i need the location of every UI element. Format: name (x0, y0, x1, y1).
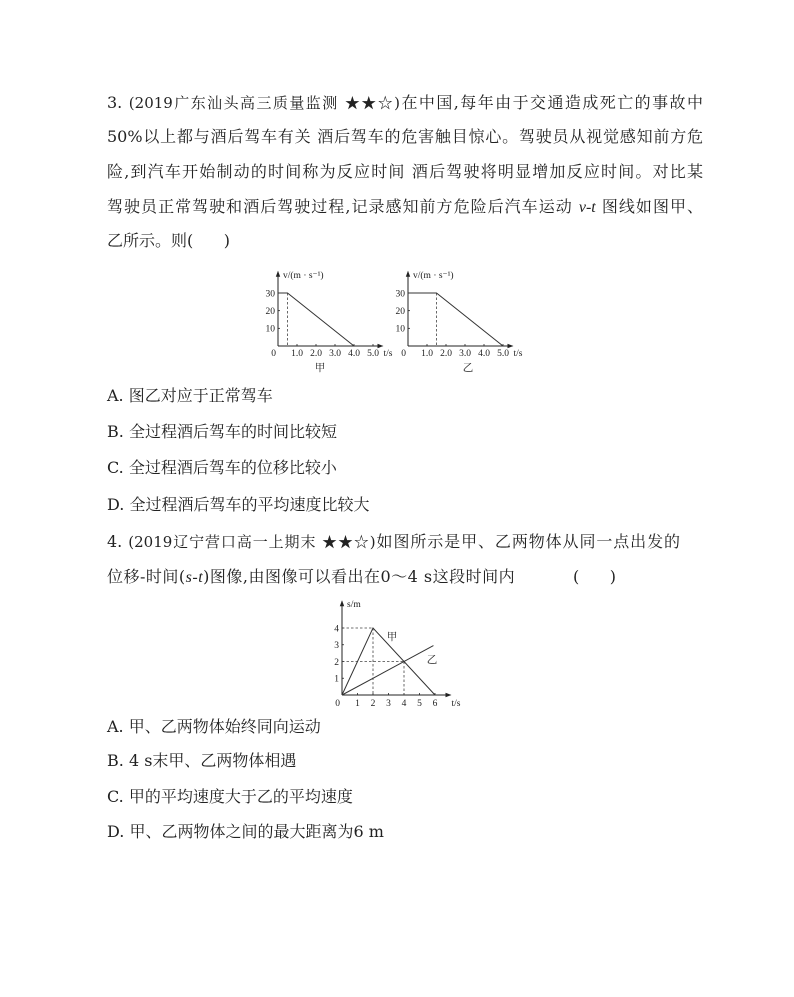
st-x-tick-label: 5 (417, 699, 422, 709)
option-text: 甲的平均速度大于乙的平均速度 (128, 787, 353, 806)
vt-yi-x-tick-label: 3.0 (459, 349, 471, 359)
vt-yi-x-tick-label: 1.0 (421, 349, 433, 359)
st-x-tick-label: 6 (432, 699, 438, 709)
question-text: 50%以上都与酒后驾车有关 酒后驾车的危害触目惊心。驾驶员从视觉感知前方危 (107, 127, 703, 146)
vt-yi-series-0-line (408, 293, 503, 346)
st-x-tick-label: 4 (401, 699, 407, 709)
variable-s-t: s-t (185, 569, 204, 586)
question-text: 在中国,每年由于交通造成死亡的事故中 (400, 93, 703, 112)
question-4-line-1 (107, 530, 680, 554)
vt-jia-x-axis-arrow (378, 344, 384, 348)
option-text: 甲、乙两物体始终同向运动 (128, 717, 321, 736)
question-4-line-2 (107, 565, 515, 589)
vt-yi-x-axis-label: t/s (513, 349, 523, 359)
vt-jia-x-tick-label: 3.0 (329, 349, 341, 359)
st-y-tick-label: 3 (334, 641, 339, 652)
option-d (107, 493, 369, 517)
st-y-axis-label: s/m (347, 600, 361, 611)
option-d (107, 820, 384, 844)
st-y-axis-arrow (340, 600, 344, 606)
st-x-axis-arrow (446, 693, 452, 697)
option-c (107, 785, 353, 809)
vt-jia-x-tick-label: 2.0 (310, 349, 322, 359)
option-text: 全过程酒后驾车的位移比较小 (128, 458, 337, 477)
vt-jia-y-tick-label: 30 (265, 289, 275, 300)
vt-yi-origin-label: 0 (401, 349, 406, 359)
vt-yi-y-tick-label: 10 (395, 324, 405, 335)
st-y-tick-label: 4 (334, 624, 339, 635)
option-a (107, 715, 321, 739)
option-b (107, 420, 337, 444)
vt-jia-x-tick-label: 5.0 (367, 349, 379, 359)
question-text-with-answer-blank: 乙所示。则( ) (107, 231, 231, 250)
vt-jia-y-tick-label: 10 (265, 324, 275, 335)
option-letter: C. (107, 458, 124, 477)
st-x-tick-label: 3 (386, 699, 391, 709)
vt-jia-series-0-line (278, 293, 354, 346)
question-number: 4. (107, 532, 123, 551)
vt-jia-x-axis-label: t/s (383, 349, 393, 359)
vt-graph-jia (258, 266, 398, 376)
vt-jia-y-axis-arrow (276, 271, 280, 277)
question-text: 如图所示是甲、乙两物体从同一点出发的 (375, 532, 680, 551)
option-letter: B. (107, 751, 124, 770)
question-3-line-3 (107, 160, 703, 184)
question-3-line-4 (107, 195, 703, 219)
option-letter: D. (107, 822, 125, 841)
question-number: 3. (107, 93, 123, 112)
vt-yi-x-axis-arrow (508, 344, 514, 348)
vt-jia-y-tick-label: 20 (265, 306, 275, 317)
question-text: 险,到汽车开始制动的时间称为反应时间 酒后驾驶将明显增加反应时间。对比某 (107, 162, 703, 181)
option-b (107, 749, 296, 773)
question-3-line-5 (107, 229, 230, 253)
st-series-0-label: 甲 (386, 631, 398, 643)
st-x-axis-label: t/s (451, 699, 461, 709)
answer-blank (573, 565, 616, 589)
st-graph (322, 594, 468, 712)
question-source: (2019广东汕头高三质量监测 ★★☆) (128, 94, 401, 112)
question-3-line-1 (107, 91, 703, 115)
vt-jia-x-tick-label: 1.0 (291, 349, 303, 359)
st-y-tick-label: 2 (334, 657, 339, 668)
vt-yi-x-tick-label: 2.0 (440, 349, 452, 359)
question-3-line-2 (107, 125, 703, 149)
option-letter: B. (107, 422, 124, 441)
option-letter: A. (107, 717, 124, 736)
st-series-1-line (342, 646, 433, 695)
vt-yi-caption: 乙 (462, 362, 474, 374)
st-series-1-label: 乙 (426, 654, 438, 666)
question-text: 驾驶员正常驾驶和酒后驾驶过程,记录感知前方危险后汽车运动 (107, 197, 573, 216)
vt-yi-x-tick-label: 4.0 (478, 349, 490, 359)
vt-jia-x-tick-label: 4.0 (348, 349, 360, 359)
question-text: 位移-时间( (107, 567, 186, 586)
option-letter: C. (107, 787, 124, 806)
option-letter: D. (107, 495, 125, 514)
option-text: 图乙对应于正常驾车 (128, 386, 273, 405)
answer-blank-parens: ( ) (573, 567, 616, 586)
vt-jia-y-axis-label: v/(m · s⁻¹) (283, 270, 324, 281)
question-text: 图线如图甲、 (601, 197, 703, 216)
question-text: )图像,由图像可以看出在0～4 s这段时间内 (203, 567, 516, 586)
question-source: (2019辽宁营口高一上期末 ★★☆) (128, 533, 376, 551)
vt-yi-y-axis-arrow (406, 271, 410, 277)
vt-yi-x-tick-label: 5.0 (497, 349, 509, 359)
option-letter: A. (107, 386, 124, 405)
st-x-tick-label: 2 (370, 699, 376, 709)
st-origin-label: 0 (335, 699, 340, 709)
option-text: 4 s末甲、乙两物体相遇 (128, 751, 297, 770)
vt-yi-y-axis-label: v/(m · s⁻¹) (413, 270, 454, 281)
vt-graph-yi (388, 266, 528, 376)
option-c (107, 456, 337, 480)
option-text: 甲、乙两物体之间的最大距离为6 m (129, 822, 384, 841)
option-text: 全过程酒后驾车的平均速度比较大 (129, 495, 370, 514)
vt-yi-y-tick-label: 30 (395, 289, 405, 300)
vt-jia-origin-label: 0 (271, 349, 276, 359)
st-y-tick-label: 1 (334, 674, 339, 685)
variable-v-t: v-t (578, 199, 596, 216)
vt-yi-y-tick-label: 20 (395, 306, 405, 317)
option-a (107, 384, 273, 408)
option-text: 全过程酒后驾车的时间比较短 (128, 422, 337, 441)
st-x-tick-label: 1 (355, 699, 360, 709)
vt-jia-caption: 甲 (314, 362, 326, 374)
